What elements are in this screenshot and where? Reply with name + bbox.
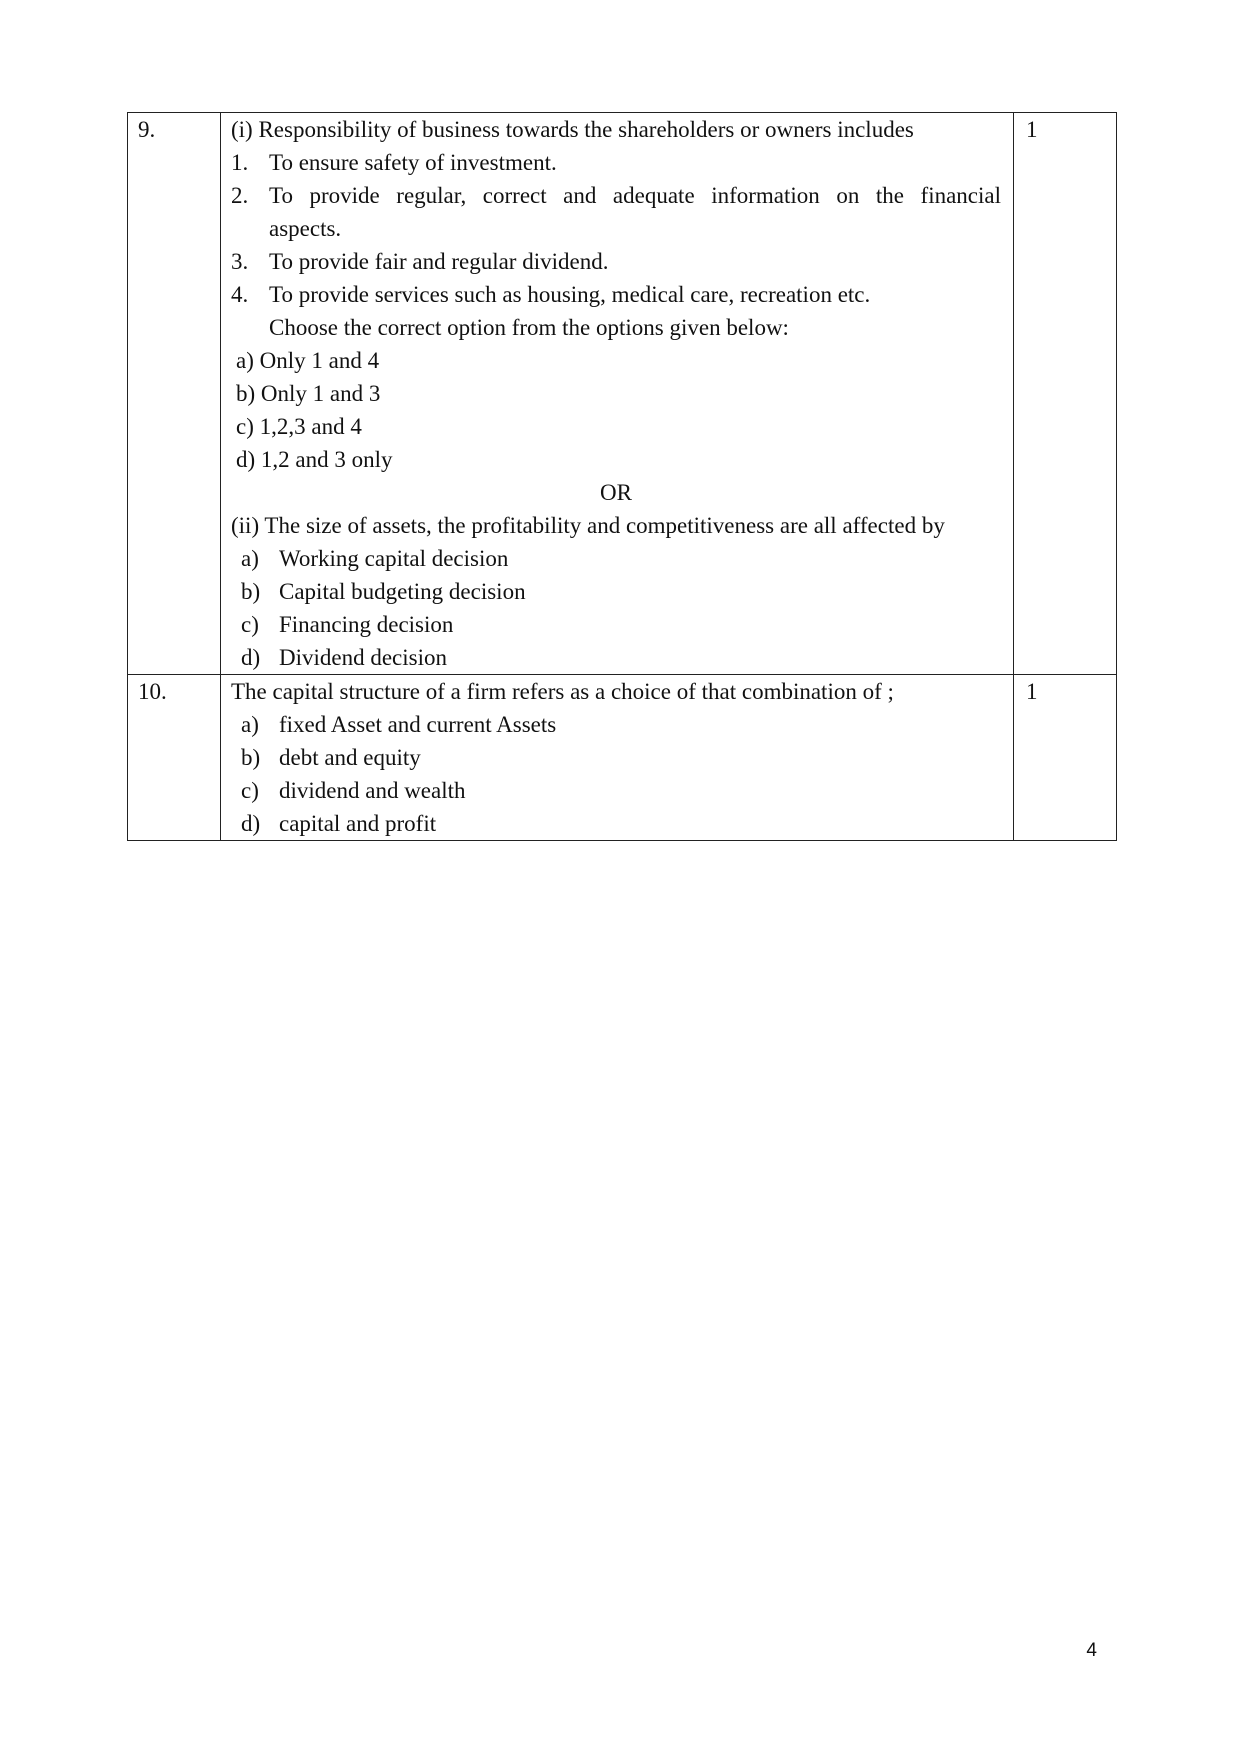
answer-option: b) Only 1 and 3 xyxy=(236,381,381,406)
question-stem: The capital structure of a firm refers as a choice of that combination of ; xyxy=(231,679,894,704)
answer-option xyxy=(231,774,1001,807)
answer-option xyxy=(231,641,1001,674)
answer-option: a) Only 1 and 4 xyxy=(236,348,380,373)
question-row-10 xyxy=(128,675,1117,841)
option-text: dividend and wealth xyxy=(279,778,466,803)
question-table xyxy=(127,112,1117,841)
question-body xyxy=(221,113,1014,675)
statement-text: To ensure safety of investment. xyxy=(269,150,557,175)
answer-option xyxy=(231,807,1001,840)
page-number: 4 xyxy=(1086,1640,1097,1661)
statement-number: 2. xyxy=(231,183,249,208)
answer-option xyxy=(231,708,1001,741)
statement-text: To provide fair and regular dividend. xyxy=(269,249,609,274)
option-letter: b) xyxy=(241,745,261,770)
option-letter: d) xyxy=(241,811,261,836)
statement-item xyxy=(231,278,1001,311)
answer-option: d) 1,2 and 3 only xyxy=(236,447,393,472)
option-letter: a) xyxy=(241,546,259,571)
answer-option: c) 1,2,3 and 4 xyxy=(236,414,362,439)
question-body xyxy=(221,675,1014,841)
option-letter: b) xyxy=(241,579,261,604)
question-stem: (ii) The size of assets, the profitability and competitiveness are all affected by xyxy=(231,513,945,538)
statement-text-continuation: aspects. xyxy=(269,216,342,241)
option-letter: c) xyxy=(241,778,259,803)
or-separator: OR xyxy=(600,480,632,505)
question-stem: (i) Responsibility of business towards the shareholders or owners includes xyxy=(231,117,914,142)
option-text: Capital budgeting decision xyxy=(279,579,526,604)
answer-option xyxy=(231,741,1001,774)
statement-text: To provide services such as housing, medical care, recreation etc. xyxy=(269,282,871,307)
statement-item xyxy=(231,179,1001,212)
option-text: Working capital decision xyxy=(279,546,509,571)
question-marks: 1 xyxy=(1014,675,1117,841)
question-number: 9. xyxy=(128,113,221,675)
option-text: capital and profit xyxy=(279,811,437,836)
option-text: Dividend decision xyxy=(279,645,447,670)
statement-number: 1. xyxy=(231,150,249,175)
option-text: fixed Asset and current Assets xyxy=(279,712,557,737)
statement-item xyxy=(231,146,1001,179)
question-marks: 1 xyxy=(1014,113,1117,675)
option-letter: a) xyxy=(241,712,259,737)
question-number: 10. xyxy=(128,675,221,841)
statement-text: To provide regular, correct and adequate information on the financial xyxy=(269,183,1001,208)
statement-item xyxy=(231,245,1001,278)
option-text: debt and equity xyxy=(279,745,421,770)
answer-option xyxy=(231,575,1001,608)
option-letter: d) xyxy=(241,645,261,670)
statement-number: 4. xyxy=(231,282,249,307)
option-text: Financing decision xyxy=(279,612,454,637)
answer-option xyxy=(231,608,1001,641)
answer-option xyxy=(231,542,1001,575)
question-row-9 xyxy=(128,113,1117,675)
option-letter: c) xyxy=(241,612,259,637)
instruction-text: Choose the correct option from the options given below: xyxy=(269,315,789,340)
statement-number: 3. xyxy=(231,249,249,274)
